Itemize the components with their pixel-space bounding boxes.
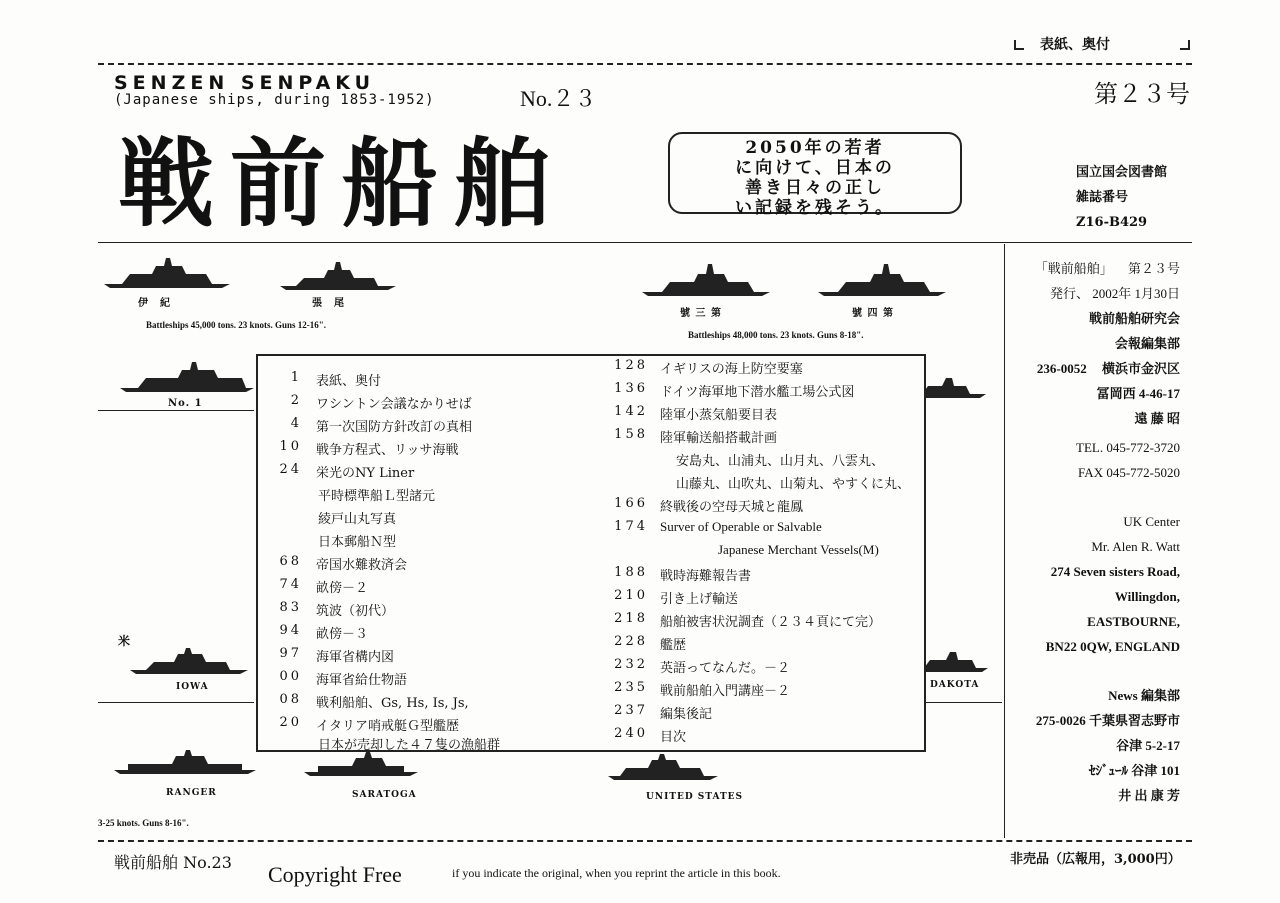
list-item [268, 416, 472, 435]
toc-title: 畝傍－２ [316, 581, 369, 596]
toc-page: 240 [614, 726, 648, 741]
uk-address-line: EASTBOURNE, [1087, 614, 1180, 629]
ndl-code: Z16-B429 [1076, 215, 1148, 230]
masthead-rule [98, 242, 1192, 243]
toc-page: 218 [614, 611, 648, 626]
toc-title: 戦前船舶入門講座－２ [660, 684, 791, 699]
ship-label: SARATOGA [352, 790, 417, 800]
society-name: 戦前船舶研究会 [1088, 311, 1180, 326]
ship-silhouette-icon [302, 750, 420, 778]
ship-silhouette-icon [102, 254, 232, 290]
toc-title: 陸軍小蒸気船要目表 [660, 408, 778, 423]
uk-address-line: Willingdon, [1114, 589, 1180, 604]
toc-page: 1 [290, 370, 302, 385]
info-divider [1004, 244, 1005, 838]
toc-page: 228 [614, 634, 648, 649]
slogan-line: 2050年の若者 [745, 138, 885, 158]
toc-page: 20 [279, 715, 302, 730]
toc-page: 97 [279, 646, 302, 661]
ship-label: 號 三 第 [680, 308, 722, 319]
toc-title: イギリスの海上防空要塞 [660, 362, 803, 377]
ship-silhouette-icon [118, 360, 256, 394]
list-item [604, 427, 777, 446]
ship-label: IOWA [176, 682, 209, 692]
toc-title: 帝国水難救済会 [316, 558, 408, 573]
pub-issue: 第２３号 [1127, 261, 1180, 276]
publication-info [1012, 256, 1180, 808]
toc-title: 艦歴 [660, 638, 687, 653]
ship-silhouette-icon [924, 648, 990, 674]
toc-page: 210 [614, 588, 648, 603]
list-item [604, 588, 738, 607]
list-item [604, 634, 686, 653]
section-rule [924, 702, 1002, 703]
toc-page: 142 [614, 404, 648, 419]
news-dept: News 編集部 [1108, 688, 1180, 703]
ship-silhouette-icon [640, 262, 772, 298]
toc-page: 2 [290, 393, 302, 408]
bottom-dashed-rule [98, 840, 1192, 842]
toc-title: 陸軍輸送船搭載計画 [660, 431, 778, 446]
postal-code: 236-0052 [1036, 361, 1087, 376]
toc-page: 4 [290, 416, 302, 431]
bracket-right [1180, 40, 1190, 50]
toc-title: 筑波（初代） [316, 604, 395, 619]
list-item [268, 462, 414, 481]
toc-subitem: 平時標準船Ｌ型諸元 [318, 489, 436, 504]
toc-page: 235 [614, 680, 648, 695]
toc-subitem: 日本郵船Ｎ型 [318, 535, 397, 550]
toc-title: イタリア哨戒艇Ｇ型艦歴 [316, 719, 460, 734]
toc-page: 10 [279, 439, 302, 454]
pub-title: 「戦前船舶」 [1034, 261, 1113, 276]
list-item [604, 726, 686, 745]
list-item [604, 680, 790, 699]
toc-page: 174 [614, 519, 648, 534]
list-item [268, 715, 459, 734]
list-item [268, 577, 368, 596]
section-rule [98, 410, 254, 411]
table-of-contents [256, 354, 926, 752]
toc-page: 136 [614, 381, 648, 396]
toc-page: 237 [614, 703, 648, 718]
toc-title: 第一次国防方針改訂の真相 [316, 420, 473, 435]
copyright-notice: Copyright Free [268, 862, 402, 887]
list-item [604, 381, 854, 400]
ndl-info [1076, 160, 1167, 235]
list-item [268, 600, 394, 619]
page-heading: 表紙、奥付 [1040, 37, 1110, 53]
street-address: 冨岡西 4-46-17 [1096, 386, 1180, 401]
page-title: 戦前船舶 [118, 128, 566, 240]
fax: FAX 045-772-5020 [1078, 465, 1180, 480]
toc-title: ワシントン会議なかりせば [316, 397, 472, 412]
list-item [268, 554, 407, 573]
list-item [604, 657, 790, 676]
toc-title: 戦時海難報告書 [660, 569, 752, 584]
ndl-library: 国立国会図書館 [1076, 165, 1168, 180]
ship-silhouette-icon [128, 646, 250, 676]
toc-title: 編集後記 [660, 707, 713, 722]
ship-silhouette-icon [922, 374, 988, 400]
editorial-dept: 会報編集部 [1114, 336, 1180, 351]
toc-title: 終戦後の空母天城と龍鳳 [660, 500, 804, 515]
list-item [268, 623, 368, 642]
toc-title: 海軍省給仕物語 [316, 673, 408, 688]
section-rule [98, 702, 254, 703]
list-item [604, 358, 803, 377]
editor-name: 遠 藤 昭 [1134, 411, 1180, 426]
ship-label: No. 1 [168, 398, 203, 409]
ship-label: 伊 紀 [138, 298, 171, 309]
list-item [604, 565, 751, 584]
ship-caption: Battleships 48,000 tons. 23 knots. Guns 8-18". [688, 330, 864, 340]
news-address-line: 谷津 5-2-17 [1116, 738, 1180, 753]
list-item [268, 439, 458, 458]
copyright-condition: if you indicate the original, when you reprint the article in this book. [452, 866, 781, 880]
ship-caption: 3-25 knots. Guns 8-16". [98, 818, 189, 828]
ship-silhouette-icon [606, 752, 720, 782]
toc-page: 08 [279, 692, 302, 707]
toc-title: 表紙、奥付 [316, 374, 382, 389]
toc-title: 船舶被害状況調査（２３４頁にて完） [660, 615, 882, 630]
toc-page: 68 [279, 554, 302, 569]
toc-title: 戦利船舶、Gs, Hs, Is, Js, [316, 696, 469, 711]
toc-title: Surver of Operable or Salvable [660, 519, 822, 534]
slogan-line: い記録を残そう。 [735, 198, 895, 218]
toc-page: 128 [614, 358, 648, 373]
toc-subitem: 綾戸山丸写真 [318, 512, 397, 527]
toc-title: 畝傍－３ [316, 627, 369, 642]
toc-page: 188 [614, 565, 648, 580]
toc-subitem: 山藤丸、山吹丸、山菊丸、やすくに丸、 [676, 477, 911, 492]
toc-page: 74 [279, 577, 302, 592]
news-contact-name: 井 出 康 芳 [1118, 788, 1180, 803]
ship-silhouette-icon [816, 262, 948, 298]
brand-subtitle: (Japanese ships, during 1853-1952) [114, 92, 435, 108]
list-item [268, 393, 472, 412]
ship-label: 張 尾 [312, 298, 345, 309]
list-item [268, 692, 469, 711]
top-dashed-rule [98, 63, 1192, 65]
ship-label: RANGER [166, 788, 217, 798]
toc-subitem: 日本が売却した４７隻の漁船群 [318, 738, 501, 753]
footer-title: 戦前船舶 No.23 [114, 853, 232, 872]
slogan-line: 善き日々の正し [745, 178, 885, 198]
telephone: TEL. 045-772-3720 [1076, 440, 1180, 455]
pub-title-row [1012, 256, 1180, 281]
toc-page: 158 [614, 427, 648, 442]
list-item [268, 370, 381, 389]
list-item [268, 669, 407, 688]
list-item [604, 519, 822, 535]
uk-address-line: BN22 0QW, ENGLAND [1045, 639, 1180, 654]
slogan-line: に向けて、日本の [735, 158, 895, 178]
uk-contact-name: Mr. Alen R. Watt [1091, 539, 1180, 554]
slogan-box [668, 132, 962, 218]
city: 横浜市金沢区 [1101, 361, 1180, 376]
uk-center: UK Center [1123, 514, 1180, 529]
price-note: 非売品（広報用，3,000円） [1010, 852, 1181, 867]
toc-subitem: Japanese Merchant Vessels(M) [718, 542, 879, 557]
toc-title: 目次 [660, 730, 687, 745]
news-postal: 275-0026 千葉県習志野市 [1035, 713, 1180, 728]
toc-page: 232 [614, 657, 648, 672]
ship-silhouette-icon [112, 746, 258, 776]
list-item [604, 404, 777, 423]
toc-title: 栄光のNY Liner [316, 466, 415, 481]
toc-title: ドイツ海軍地下潜水艦工場公式図 [660, 385, 855, 400]
toc-subitem: 安島丸、山浦丸、山月丸、八雲丸、 [676, 454, 885, 469]
address-row [1012, 356, 1180, 381]
ship-label: 號 四 第 [852, 308, 894, 319]
list-item [268, 646, 394, 665]
uk-address-line: 274 Seven sisters Road, [1050, 564, 1180, 579]
ship-label: DAKOTA [930, 680, 980, 690]
toc-title: 英語ってなんだ。－２ [660, 661, 791, 676]
toc-title: 戦争方程式、リッサ海戦 [316, 443, 459, 458]
issue-number: No.２３ [520, 86, 597, 111]
news-address-line: ｾｼﾞｭｰﾙ 谷津 101 [1088, 763, 1180, 778]
ndl-label: 雑誌番号 [1076, 190, 1129, 205]
toc-page: 00 [279, 669, 302, 684]
bracket-left [1014, 40, 1024, 50]
issue-number-jp: 第２３号 [1094, 80, 1190, 108]
ship-label: UNITED STATES [646, 792, 744, 802]
list-item [604, 611, 881, 630]
toc-page: 166 [614, 496, 648, 511]
list-item [604, 703, 712, 722]
toc-page: 83 [279, 600, 302, 615]
list-item [604, 496, 803, 515]
issue-date: 発行、 2002年 1月30日 [1049, 286, 1180, 301]
ship-silhouette-icon [278, 260, 398, 292]
toc-title: 引き上げ輸送 [660, 592, 739, 607]
toc-page: 24 [279, 462, 302, 477]
toc-page: 94 [279, 623, 302, 638]
ship-caption: Battleships 45,000 tons. 23 knots. Guns 12-16". [146, 320, 327, 330]
brand-english: SENZEN SENPAKU [114, 72, 376, 94]
toc-title: 海軍省構内図 [316, 650, 395, 665]
mark-usa: 米 [118, 634, 131, 648]
